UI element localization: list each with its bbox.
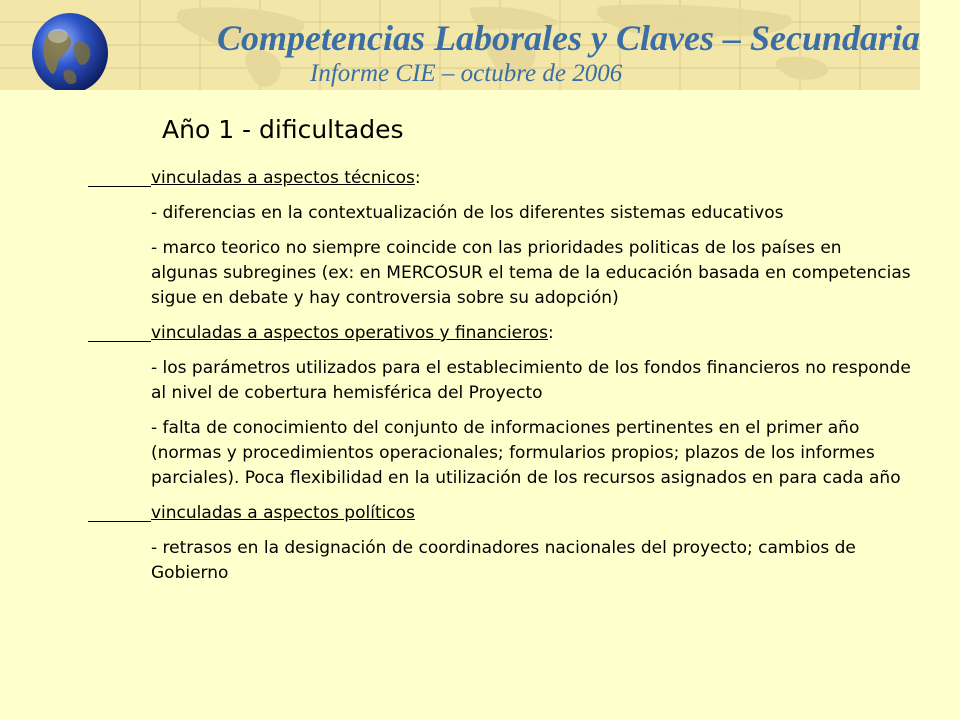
section-heading-political [151, 501, 911, 526]
list-item: - diferencias en la contextualización de los diferentes sistemas educativos [151, 203, 784, 223]
section-heading-suffix: : [414, 168, 421, 188]
section-heading-text: vinculadas a aspectos técnicos [151, 168, 415, 188]
header-banner [0, 0, 920, 90]
list-item: - falta de conocimiento del conjunto de informaciones pertinentes en el primer año (normas y procedimientos operacionales; formularios propios; plazos de los informes parciales). Poca flexibilidad en la utilización de los recursos asignados en para cada año [151, 418, 901, 488]
presentation-title: Competencias Laborales y Claves – Secundaria [217, 18, 920, 58]
indent-rule [88, 186, 151, 187]
indent-rule [88, 521, 151, 522]
globe-icon [30, 12, 110, 90]
slide-title: Año 1 - dificultades [162, 115, 404, 144]
section-heading-text: vinculadas a aspectos políticos [151, 503, 415, 523]
section-heading-text: vinculadas a aspectos operativos y financieros [151, 323, 549, 343]
indent-rule [88, 341, 151, 342]
section-heading-technical [151, 166, 911, 191]
presentation-subtitle: Informe CIE – octubre de 2006 [310, 60, 623, 87]
slide-body [151, 166, 911, 596]
list-item: - retrasos en la designación de coordinadores nacionales del proyecto; cambios de Gobierno [151, 538, 856, 583]
section-heading-suffix: : [548, 323, 554, 343]
list-item: - marco teorico no siempre coincide con las prioridades politicas de los países en algunas subregines (ex: en MERCOSUR el tema de la educación basada en competencias sigue en debate y hay controversia sobre su adopción) [151, 238, 911, 308]
section-heading-operational [151, 321, 911, 346]
list-item: - los parámetros utilizados para el establecimiento de los fondos financieros no responde al nivel de cobertura hemisférica del Proyecto [151, 358, 911, 403]
